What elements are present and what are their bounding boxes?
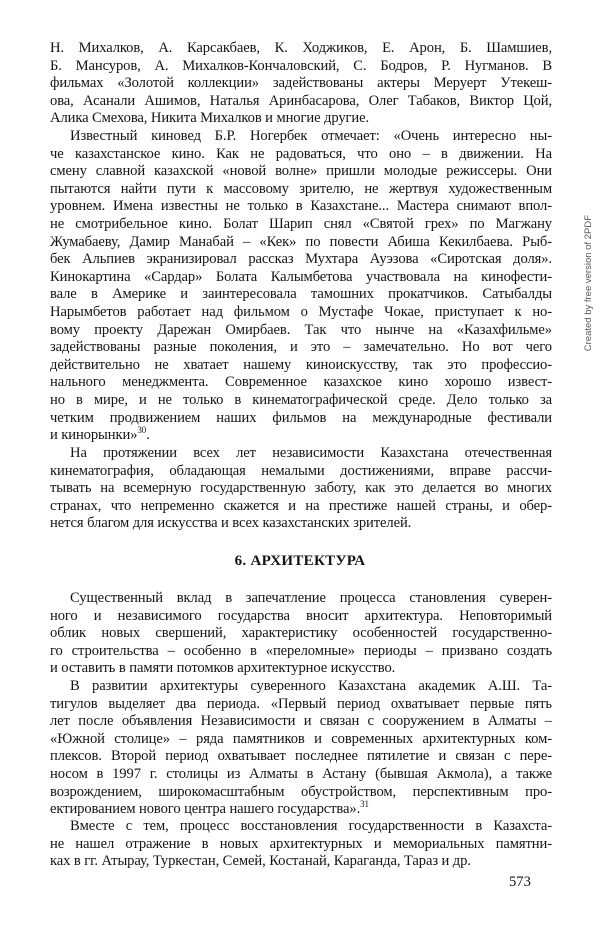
paragraph-film-actors bbox=[50, 40, 552, 128]
text-line: но в мире, и не только в кинематографической среде. Дело только за bbox=[50, 391, 552, 408]
text-line: нется благом для искусства и всех казахстанских зрителей. bbox=[50, 515, 412, 532]
text-line: Кинокартина «Сардар» Болата Калымбетова участвовала на кинофести- bbox=[50, 268, 552, 285]
watermark-text: Created by free version of 2PDF bbox=[583, 215, 594, 352]
section-heading: 6. АРХИТЕКТУРА bbox=[234, 553, 366, 569]
text-line bbox=[50, 427, 552, 445]
text-line: вому проекту Дарежан Омирбаев. Так что нынче на «Казахфильме» bbox=[50, 321, 552, 338]
text-line: ках в гг. Атырау, Туркестан, Семей, Костанай, Караганда, Тараз и др. bbox=[50, 853, 471, 870]
text-line: действительно не хватает нашему киноискусству, так это профессио- bbox=[50, 356, 552, 373]
text-line: плексов. Второй период охватывает последнее пятилетие и связан с пере- bbox=[50, 748, 552, 765]
text-line: четким продвижением наших фильмов на международные фестивали bbox=[50, 409, 552, 426]
text-line: Алика Смехова, Никита Михалков и многие другие. bbox=[50, 110, 370, 127]
footnote-ref-30: 30 bbox=[137, 425, 147, 436]
text-line: «Южной столице» – ряда памятников и современных архитектурных ком- bbox=[50, 730, 552, 747]
paragraph-tatigulov-periods bbox=[50, 678, 552, 819]
text-line: задействованы разные поколения, и это – замечательно. Но вот чего bbox=[50, 339, 552, 356]
text-line: Нарымбетов работает над фильмом о Мустафе Чокае, приступает к но- bbox=[50, 303, 552, 320]
paragraph-nogerbek-quote bbox=[50, 128, 552, 445]
text-line: ова, Асанали Ашимов, Наталья Аринбасарова, Олег Табаков, Виктор Цой, bbox=[50, 92, 552, 109]
text-line: На протяжении всех лет независимости Казахстана отечественная bbox=[70, 445, 552, 461]
text-line: не смотрибельное кино. Болат Шарип снял «Святой грех» по Магжану bbox=[50, 215, 552, 232]
text-line: тигулов выделяет два периода. «Первый период охватывает первые пять bbox=[50, 695, 552, 712]
text-line: уровнем. Имена известны не только в Казахстане... Мастера снимают впол- bbox=[50, 198, 552, 215]
text-line: Известный киновед Б.Р. Ногербек отмечает: «Очень интересно ны- bbox=[70, 128, 552, 144]
text-line: Н. Михалков, А. Карсакбаев, К. Ходжиков, Е. Арон, Б. Шамшиев, bbox=[50, 40, 552, 56]
text-line: В развитии архитектуры суверенного Казахстана академик А.Ш. Та- bbox=[70, 678, 552, 694]
text-fragment: и кинорынки» bbox=[50, 427, 138, 444]
text-line: нального менеджмента. Современное казахское кино хорошо извест- bbox=[50, 374, 552, 391]
text-line: кинематография, обладающая немалыми достижениями, вправе рассчи- bbox=[50, 462, 552, 479]
text-line: не нашел отражение в новых архитектурных и мемориальных памятни- bbox=[50, 835, 552, 852]
text-line: бек Альпиев экранизировал рассказ Мухтара Ауэзова «Сиротская доля». bbox=[50, 251, 552, 268]
text-line: Б. Мансуров, А. Михалков-Кончаловский, С. Бодров, Р. Нугманов. В bbox=[50, 57, 552, 74]
text-line: странах, что непременно скажется и на престиже нашей страны, и обер- bbox=[50, 497, 552, 514]
page-number: 573 bbox=[509, 874, 531, 890]
paragraph-cinematography-future bbox=[50, 445, 552, 533]
text-line: смену славной казахской «новой волне» пришли молодые режиссеры. Они bbox=[50, 163, 552, 180]
text-line: вале в Америке и заинтересовала тамошних прокатчиков. Сатыбалды bbox=[50, 286, 552, 303]
text-line: облик новых свершений, характеристику особенностей государственно- bbox=[50, 625, 552, 642]
text-line: лет после объявления Независимости и связан с сооружением в Алматы – bbox=[50, 713, 552, 730]
text-line: и оставить в памяти потомков архитектурное искусство. bbox=[50, 660, 396, 677]
paragraph-architecture-intro bbox=[50, 590, 552, 678]
text-line: возрождением, широкомасштабным обустройством, перспективным про- bbox=[50, 783, 552, 800]
text-line: го строительства – особенно в «переломные» периоды – призвано создать bbox=[50, 642, 552, 659]
text-line: ного и независимого государства вносит архитектура. Неповторимый bbox=[50, 607, 552, 624]
text-line bbox=[50, 801, 552, 819]
footnote-ref-31: 31 bbox=[360, 799, 369, 810]
text-fragment: ектированием нового центра нашего государства». bbox=[50, 801, 361, 818]
text-fragment: . bbox=[146, 427, 150, 444]
text-line: Вместе с тем, процесс восстановления государственности в Казахста- bbox=[70, 818, 552, 834]
text-line: фильмах «Золотой коллекции» задействованы актеры Меруерт Утекеш- bbox=[50, 75, 552, 92]
paragraph-memorials bbox=[50, 818, 552, 871]
text-line: пытаются найти пути к массовому зрителю, не жертвуя художественным bbox=[50, 180, 552, 197]
text-line: тывать на всемерную государственную заботу, как это делается во многих bbox=[50, 480, 552, 497]
text-line: Жумабаеву, Дамир Манабай – «Кек» по повести Абиша Кекилбаева. Рыб- bbox=[50, 233, 552, 250]
text-line: носом в 1997 г. столицы из Алматы в Астану (бывшая Акмола), а также bbox=[50, 765, 552, 782]
text-line: Существенный вклад в запечатление процесса становления суверен- bbox=[70, 590, 552, 606]
text-line: че казахстанское кино. Как не радоваться, что оно – в движении. На bbox=[50, 145, 552, 162]
